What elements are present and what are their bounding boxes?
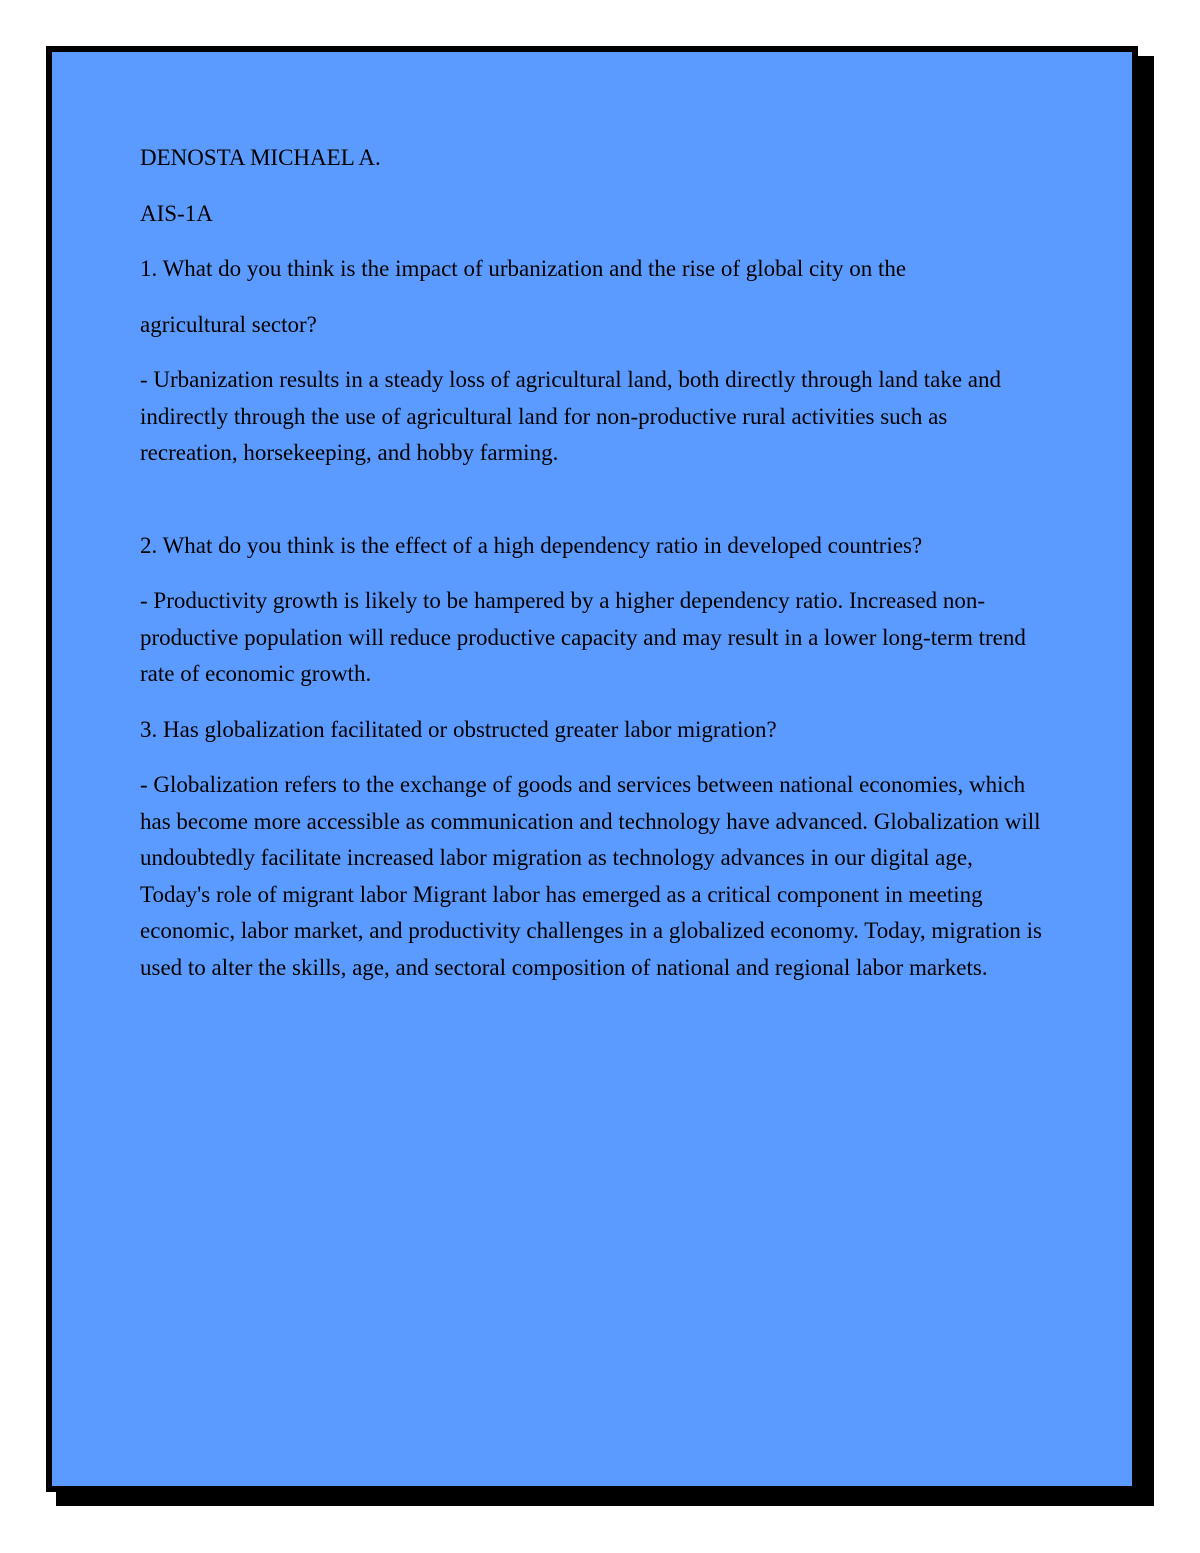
document-body: [140, 140, 1045, 1005]
question-1-continued: agricultural sector?: [140, 311, 317, 337]
student-name: DENOSTA MICHAEL A.: [140, 145, 381, 170]
section-label: AIS-1A: [140, 200, 213, 226]
question-2: 2. What do you think is the effect of a high dependency ratio in developed countries?: [140, 532, 923, 558]
answer-2: - Productivity growth is likely to be hampered by a higher dependency ratio. Increased non-productive population will reduce productive capacity and may result in a lower long-term trend rate of economic growth.: [140, 588, 1026, 686]
answer-3: - Globalization refers to the exchange of goods and services between national economies, which has become more accessible as communication and technology have advanced. Globalization will undoubtedly facilitate increased labor migration as technology advances in our digital age, Today's role of migrant labor Migrant labor has emerged as a critical component in meeting economic, labor market, and productivity challenges in a globalized economy. Today, migration is used to alter the skills, age, and sectoral composition of national and regional labor markets.: [140, 772, 1042, 980]
question-3: 3. Has globalization facilitated or obstructed greater labor migration?: [140, 716, 777, 742]
question-1: 1. What do you think is the impact of urbanization and the rise of global city on the: [140, 256, 907, 281]
answer-1: - Urbanization results in a steady loss of agricultural land, both directly through land take and indirectly through the use of agricultural land for non-productive rural activities such as recreation, horsekeeping, and hobby farming.: [140, 367, 1001, 465]
